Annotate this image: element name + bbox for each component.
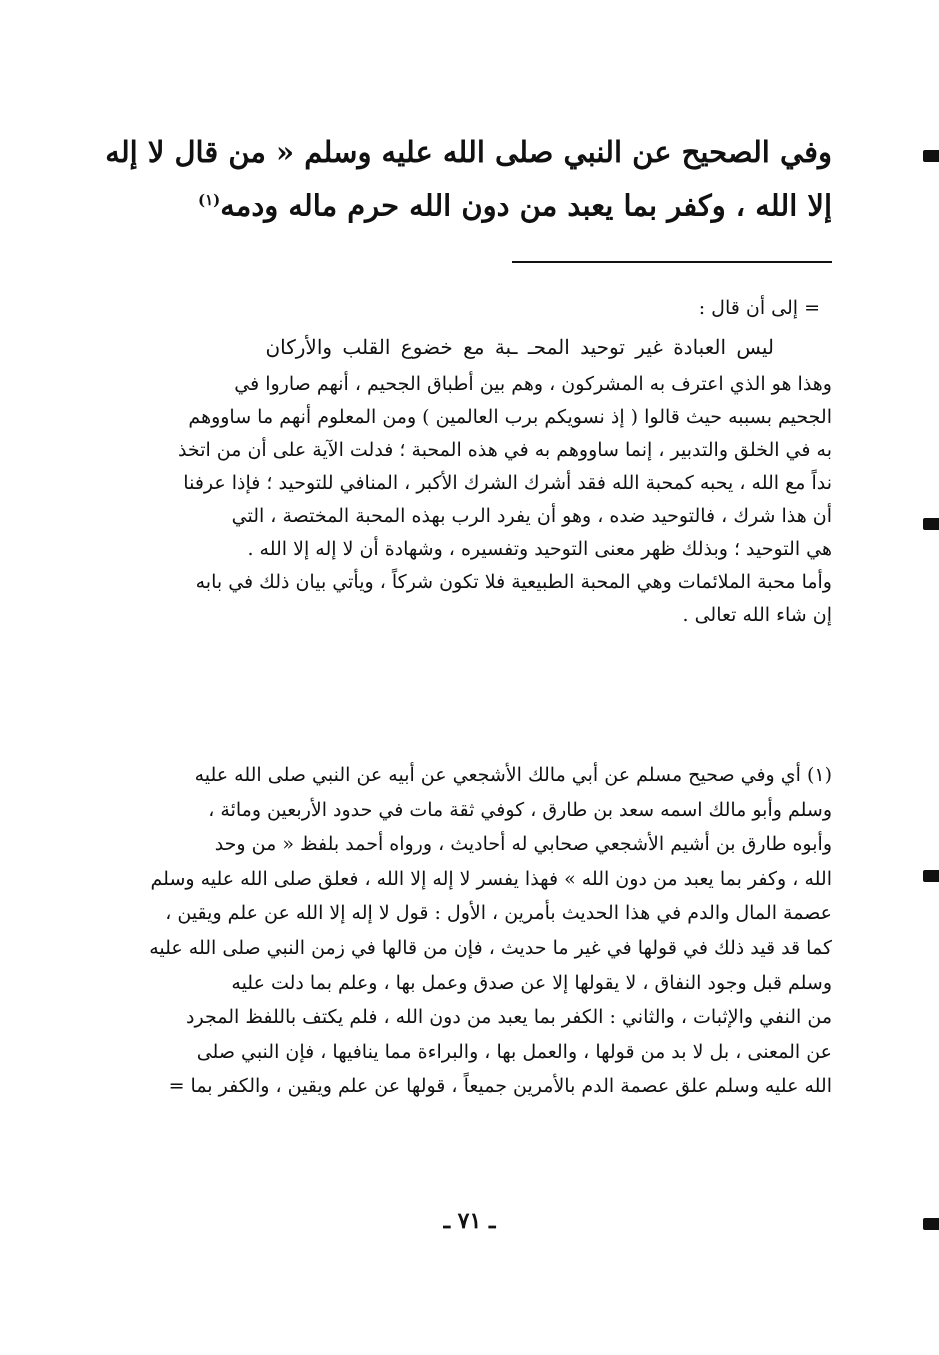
main-text bbox=[100, 128, 832, 230]
scan-edge-mark bbox=[923, 870, 939, 882]
scan-edge-mark bbox=[923, 150, 939, 162]
footnote-line: عصمة المال والدم في هذا الحديث بأمرين ، الأول : قول لا إله إلا الله عن علم ويقين ، bbox=[165, 902, 832, 925]
footnote-continuation bbox=[100, 292, 832, 632]
main-text-line bbox=[100, 176, 832, 230]
footnote-reference[interactable]: (١) bbox=[197, 191, 221, 209]
continuation-intro: = إلى أن قال : bbox=[698, 297, 820, 319]
footnote-line: عن المعنى ، بل لا بد من قولها ، والعمل بها ، والبراءة مما ينافيها ، فإن النبي صلى bbox=[196, 1040, 832, 1063]
scan-edge-mark bbox=[923, 518, 939, 530]
paragraph-line: هي التوحيد ؛ وبذلك ظهر معنى التوحيد وتفسيره ، وشهادة أن لا إله إلا الله . bbox=[247, 538, 832, 560]
paragraph-line: أن هذا شرك ، فالتوحيد ضده ، وهو أن يفرد الرب بهذه المحبة المختصة ، التي bbox=[231, 505, 832, 527]
footnote-line: وأبوه طارق بن أشيم الأشجعي صحابي له أحاديث ، ورواه أحمد بلفظ « من وحد bbox=[214, 833, 832, 856]
footnote-line: من النفي والإثبات ، والثاني : الكفر بما يعبد من دون الله ، فلم يكتف باللفظ المجرد bbox=[186, 1006, 832, 1029]
footnote-line: (١) أي وفي صحيح مسلم عن أبي مالك الأشجعي عن أبيه عن النبي صلى الله عليه bbox=[194, 764, 832, 786]
footnote-line: وسلم قبل وجود النفاق ، لا يقولها إلا عن صدق وعمل بها ، وعلم بما دلت عليه bbox=[231, 971, 832, 994]
footnote-line: وسلم وأبو مالك اسمه سعد بن طارق ، كوفي ثقة مات في حدود الأربعين ومائة ، bbox=[208, 798, 832, 821]
footnote-line: الله عليه وسلم علق عصمة الدم بالأمرين جميعاً ، قولها عن علم ويقين ، والكفر بما = bbox=[168, 1075, 832, 1098]
footnote-line: كما قد قيد ذلك في قولها في غير ما حديث ، فإن من قالها في زمن النبي صلى الله عليه bbox=[149, 936, 832, 959]
paragraph-line: به في الخلق والتدبير ، إنما ساووهم به في هذه المحبة ؛ فدلت الآية على أن من اتخذ bbox=[177, 439, 832, 461]
footnote-separator bbox=[512, 261, 832, 263]
paragraph-line: إن شاء الله تعالى . bbox=[682, 604, 832, 626]
paragraph-line: وأما محبة الملائمات وهي المحبة الطبيعية فلا تكون شركاً ، ويأتي بيان ذلك في بابه bbox=[195, 571, 832, 593]
poem-verse: ليس العبادة غير توحيد المحـ ـبة مع خضوع القلب والأركان bbox=[265, 335, 774, 359]
scan-edge-mark bbox=[923, 1218, 939, 1230]
paragraph-line: وهذا هو الذي اعترف به المشركون ، وهم بين أطباق الجحيم ، أنهم صاروا في bbox=[234, 373, 832, 395]
main-text-line-content: إلا الله ، وكفر بما يعبد من دون الله حرم ماله ودمه bbox=[220, 188, 832, 223]
paragraph-line: الجحيم بسببه حيث قالوا ( إذ نسويكم برب العالمين ) ومن المعلوم أنهم ما ساووهم bbox=[188, 406, 832, 428]
footnote-1 bbox=[100, 758, 832, 1104]
footnote-line: الله ، وكفر بما يعبد من دون الله » فهذا يفسر لا إله إلا الله ، فعلق صلى الله عليه وسلم bbox=[150, 867, 832, 890]
main-text-line: وفي الصحيح عن النبي صلى الله عليه وسلم « من قال لا إله bbox=[105, 135, 832, 169]
page-number: ـ ٧١ ـ bbox=[443, 1208, 496, 1234]
paragraph-line: نداً مع الله ، يحبه كمحبة الله فقد أشرك الشرك الأكبر ، المنافي للتوحيد ؛ فإذا عرفنا bbox=[183, 472, 832, 494]
